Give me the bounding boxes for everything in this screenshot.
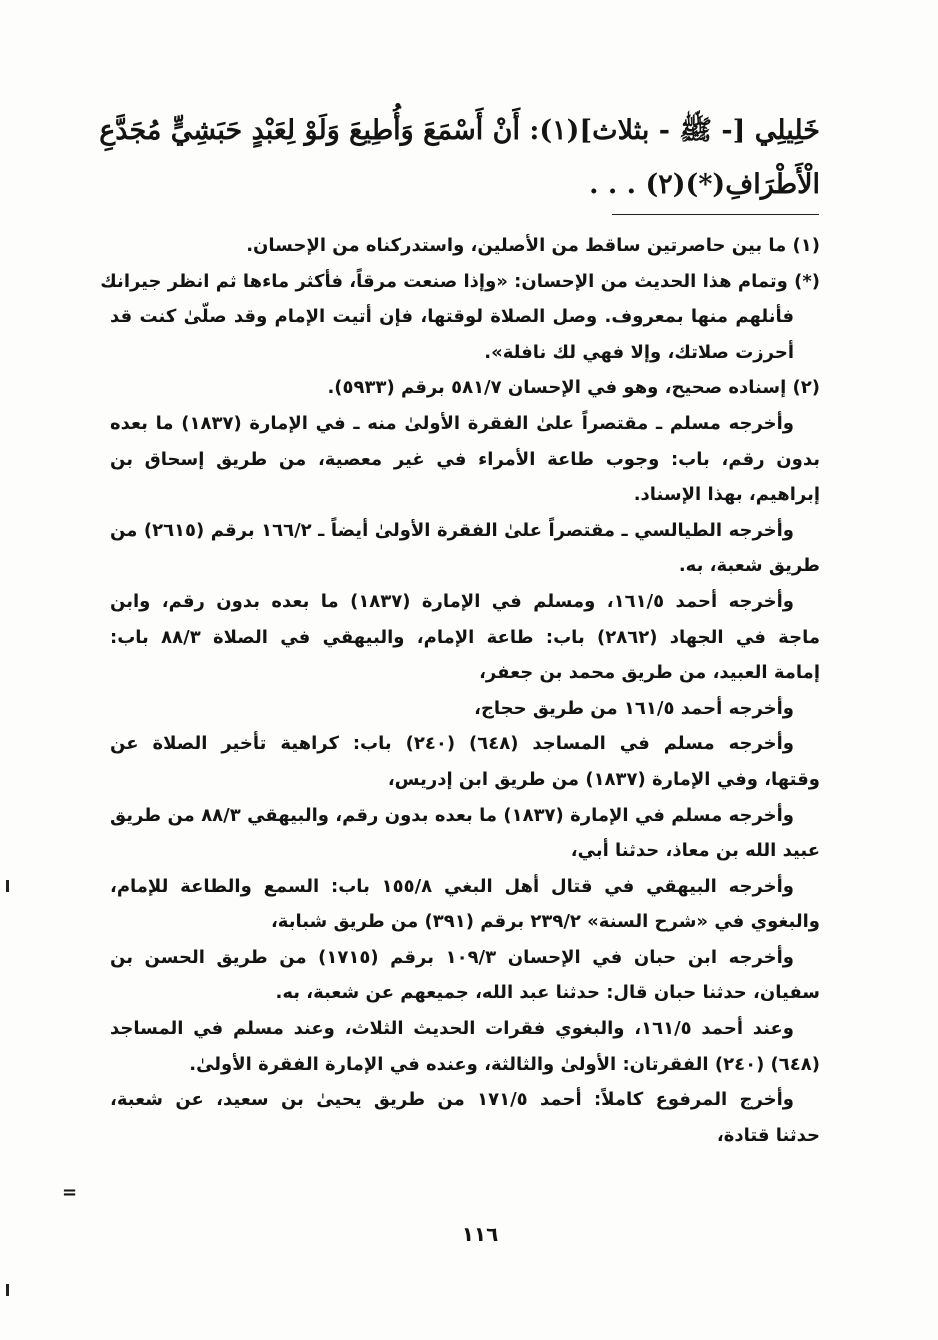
hadith-line: الْأَطْرَافِ(*)(٢) . . . <box>589 169 820 200</box>
footnote-line: بدون رقم، باب: وجوب طاعة الأمراء في غير معصية، من طريق إسحاق بن <box>110 448 820 470</box>
footnote-line: وأخرجه مسلم في المساجد (٦٤٨) (٢٤٠) باب: كراهية تأخير الصلاة عن <box>110 733 794 755</box>
footnote-line: والبغوي في «شرح السنة» ٢٣٩/٢ برقم (٣٩١) من طريق شبابة، <box>270 911 820 933</box>
footnotes <box>100 228 820 1153</box>
footnote-line: إبراهيم، بهذا الإسناد. <box>633 484 820 506</box>
footnote-line: وأخرجه الطيالسي ـ مقتصراً علىٰ الفقرة الأولىٰ أيضاً ـ ١٦٦/٢ برقم (٢٦١٥) من <box>110 519 794 541</box>
footnote-line: عبيد الله بن معاذ، حدثنا أبي، <box>570 840 820 862</box>
footnote-line: وأخرج المرفوع كاملاً: أحمد ١٧١/٥ من طريق يحيىٰ بن سعيد، عن شعبة، <box>110 1089 794 1111</box>
footnote-line: وأخرجه أحمد ١٦١/٥ من طريق حجاج، <box>474 697 794 719</box>
footnote-line: وأخرجه أحمد ١٦١/٥، ومسلم في الإمارة (١٨٣٧) ما بعده بدون رقم، وابن <box>110 590 794 612</box>
footnote-line: وأخرجه مسلم ـ مقتصراً علىٰ الفقرة الأولىٰ منه ـ في الإمارة (١٨٣٧) ما بعده <box>110 412 794 434</box>
footnote-line: وعند أحمد ١٦١/٥، والبغوي فقرات الحديث الثلاث، وعند مسلم في المساجد <box>110 1018 794 1040</box>
footnote-line: (١) ما بين حاصرتين ساقط من الأصلين، واستدركناه من الإحسان. <box>246 235 820 256</box>
page-number: ١١٦ <box>461 1222 499 1246</box>
hadith-line: خَلِيلِي [- ﷺ - بثلاث](١): أَنْ أَسْمَعَ وَأُطِيعَ وَلَوْ لِعَبْدٍ حَبَشِيٍّ مُجَدَّعِ <box>99 115 820 146</box>
scan-edge-mark <box>6 1284 9 1296</box>
footnote-line: إمامة العبيد، من طريق محمد بن جعفر، <box>479 662 820 684</box>
footnote-line: سفيان، حدثنا حبان قال: حدثنا عبد الله، جميعهم عن شعبة، به. <box>275 982 820 1004</box>
footnote-line: وأخرجه البيهقي في قتال أهل البغي ١٥٥/٨ باب: السمع والطاعة للإمام، <box>110 875 794 897</box>
footnote-line: (*) وتمام هذا الحديث من الإحسان: «وإذا صنعت مرقاً، فأكثر ماءها ثم انظر جيرانك <box>100 270 820 292</box>
footnote-line: حدثنا قتادة، <box>716 1124 820 1146</box>
footnote-line: وأخرجه ابن حبان في الإحسان ١٠٩/٣ برقم (١٧١٥) من طريق الحسن بن <box>110 946 794 968</box>
footnote-line: طريق شعبة، به. <box>678 555 820 577</box>
hadith-text <box>99 104 820 212</box>
footnote-line: فأنلهم منها بمعروف. وصل الصلاة لوقتها، فإن أتيت الإمام وقد صلّىٰ كنت قد <box>110 306 794 328</box>
footnote-line: أحرزت صلاتك، وإلا فهي لك نافلة». <box>484 341 794 363</box>
footnote-line: ماجة في الجهاد (٢٨٦٢) باب: طاعة الإمام، والبيهقي في الصلاة ٨٨/٣ باب: <box>110 626 820 648</box>
footnote-separator <box>612 214 819 215</box>
footnote-line: وأخرجه مسلم في الإمارة (١٨٣٧) ما بعده بدون رقم، والبيهقي ٨٨/٣ من طريق <box>110 804 794 826</box>
footnote-line: وقتها، وفي الإمارة (١٨٣٧) من طريق ابن إدريس، <box>387 768 820 790</box>
continuation-mark: = <box>62 1182 78 1203</box>
footnote-line: (٦٤٨) (٢٤٠) الفقرتان: الأولىٰ والثالثة، وعنده في الإمارة الفقرة الأولىٰ. <box>189 1053 820 1075</box>
footnote-line: (٢) إسناده صحيح، وهو في الإحسان ٥٨١/٧ برقم (٥٩٣٣). <box>327 377 820 399</box>
scan-edge-mark <box>6 880 9 892</box>
